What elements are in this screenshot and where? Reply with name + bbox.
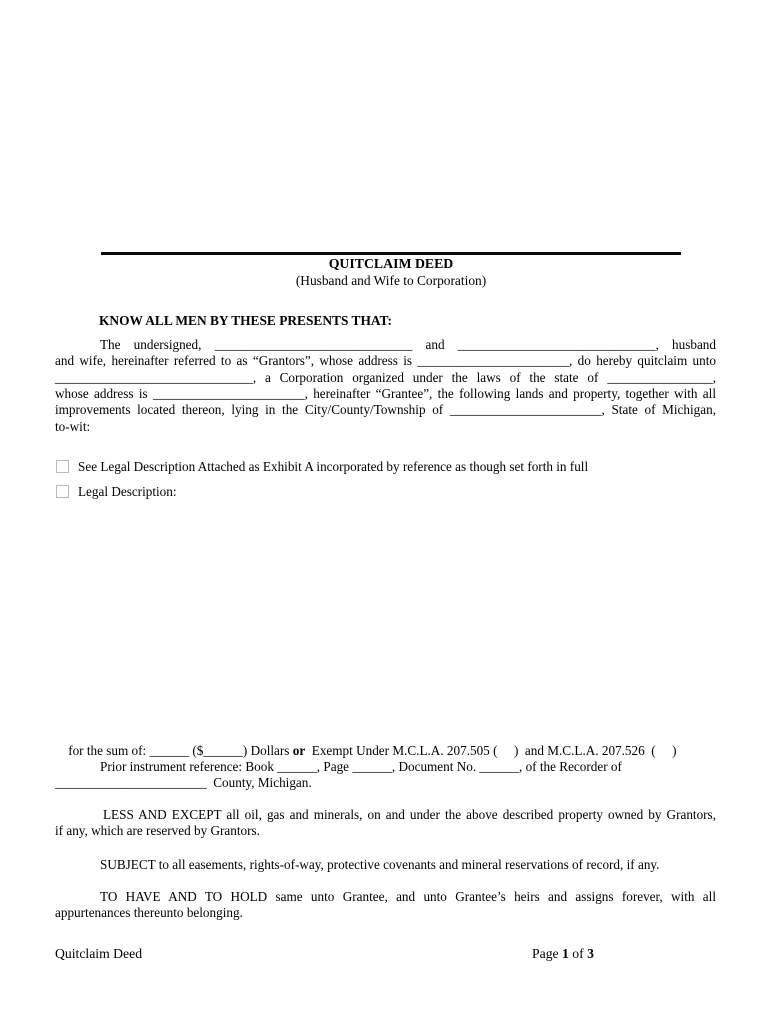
footer-of-label: of	[568, 946, 588, 961]
checkbox-exhibit-a-label: See Legal Description Attached as Exhibit A incorporated by reference as though set forth in full	[78, 459, 589, 474]
presents-heading: KNOW ALL MEN BY THESE PRESENTS THAT:	[99, 313, 392, 328]
habendum-line-2: appurtenances thereunto belonging.	[55, 905, 243, 921]
intro-line-6: to-wit:	[55, 418, 91, 434]
consideration-text-before: for the sum of: ______ ($______) Dollars	[68, 743, 293, 759]
footer-page-number: 1	[562, 946, 569, 961]
habendum-line-1: TO HAVE AND TO HOLD same unto Grantee, and unto Grantee’s heirs and assigns forever, with all	[100, 889, 716, 904]
subject-clause: SUBJECT to all easements, rights-of-way, protective covenants and mineral reservations of record, if any.	[100, 857, 660, 872]
footer-document-name: Quitclaim Deed	[55, 946, 143, 961]
prior-reference-paragraph	[55, 759, 716, 792]
intro-line-4: whose address is _______________________, hereinafter “Grantee”, the following lands and property, together with all	[55, 386, 716, 402]
less-except-paragraph	[55, 807, 716, 840]
footer-page-label: Page	[532, 946, 563, 961]
consideration-text-after: Exempt Under M.C.L.A. 207.505 ( ) and M.C.L.A. 207.526 ( )	[305, 743, 677, 759]
prior-reference-line-2: _______________________ County, Michigan.	[55, 775, 312, 791]
checkbox-legal-description[interactable]	[56, 485, 69, 498]
page-title: QUITCLAIM DEED	[328, 256, 454, 271]
intro-line-3: ______________________________, a Corporation organized under the laws of the state of ________________,	[55, 369, 716, 385]
title-block	[101, 256, 681, 289]
footer-page-indicator	[532, 946, 594, 962]
title-divider-rule	[101, 252, 681, 255]
page-subtitle: (Husband and Wife to Corporation)	[295, 272, 487, 288]
consideration-or-bold: or	[292, 743, 306, 759]
less-except-line-2: if any, which are reserved by Grantors.	[55, 823, 260, 839]
less-except-line-1: LESS AND EXCEPT all oil, gas and minerals, on and under the above described property owned by Grantors,	[103, 807, 716, 822]
checkbox-legal-description-label: Legal Description:	[78, 484, 177, 499]
footer-page-total: 3	[587, 946, 594, 961]
prior-reference-line-1: Prior instrument reference: Book ______, Page ______, Document No. ______, of the Recorder of	[100, 759, 622, 774]
intro-line-1: The undersigned, ______________________________ and ______________________________, husband	[100, 337, 716, 352]
intro-paragraph	[55, 337, 716, 435]
intro-line-2: and wife, hereinafter referred to as “Grantors”, whose address is _______________________, do hereby quitclaim unto	[55, 353, 716, 369]
intro-line-5: improvements located thereon, lying in the City/County/Township of _______________________, State of Michigan,	[55, 402, 716, 418]
checkbox-exhibit-a[interactable]	[56, 460, 69, 473]
habendum-paragraph	[55, 889, 716, 922]
